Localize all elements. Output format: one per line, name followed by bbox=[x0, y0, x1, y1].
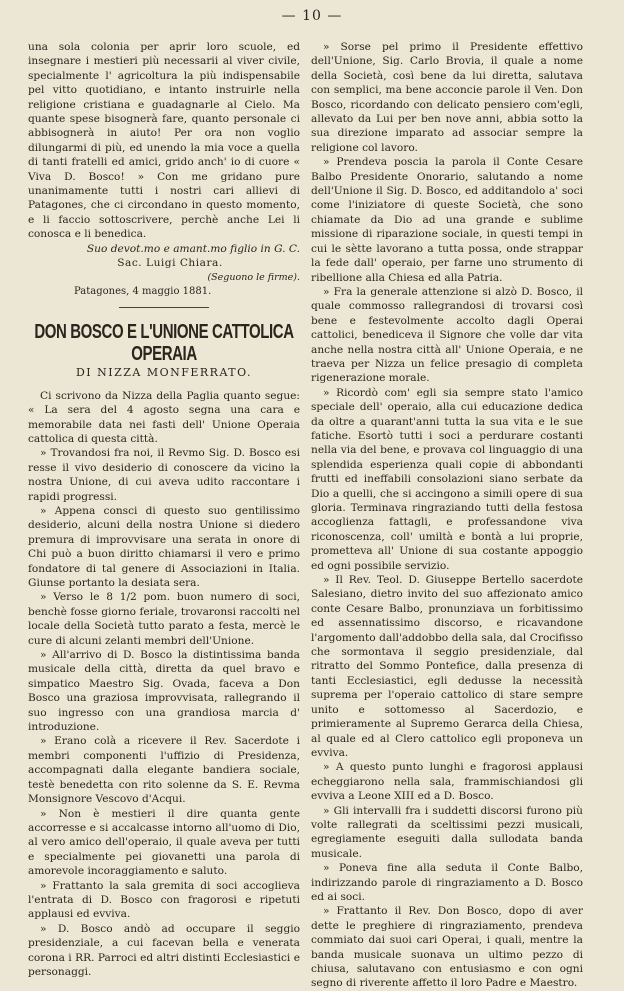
article-paragraph: » Frattanto la sala gremita di soci accoglieva l'entrata di D. Bosco con fragorosi e ripetuti applausi ed evviva. bbox=[28, 879, 300, 921]
article-paragraph: » Poneva fine alla seduta il Conte Balbo, indirizzando parole di ringraziamento a D. Bosco ed ai soci. bbox=[311, 862, 583, 903]
article-paragraph: » Frattanto il Rev. Don Bosco, dopo di aver dette le preghiere di ringraziamento, prendeva commiato dai suoi cari Operai, i quali, mentre la banda musicale suonava un ultimo pezzo di chiusa, salutavano con entusiasmo e con ogni segno di riverente affetto il loro Padre e Maestro. bbox=[311, 905, 583, 990]
article-paragraph: » D. Bosco andò ad occupare il seggio presidenziale, a cui facevan bella e venerata corona i RR. Parroci ed altri distinti Ecclesiastici e personaggi. bbox=[28, 922, 300, 978]
article-paragraph: » Appena consci di questo suo gentilissimo desiderio, alcuni della nostra Unione si diedero premura di improvvisare una serata in onore di Chi può a buon diritto chiamarsi il vero e primo fondatore di tal genere di Associazioni in Italia. Giunse portanto la desiata sera. bbox=[28, 504, 300, 589]
article-subtitle: DI NIZZA MONFERRATO. bbox=[75, 366, 253, 380]
article-paragraph: » Erano colà a ricevere il Rev. Sacerdote i membri componenti l'uffizio di Presidenza, accompagnati dalla elegante bandiera sociale, testè benedetta con rito solenne da S. E. Revma Monsignore Vescovo d'Acqui. bbox=[28, 735, 300, 806]
article-paragraph: » Gli intervalli fra i suddetti discorsi furono più volte rallegrati da sceltissimi pezzi musicali, egregiamente eseguiti dalla sullodata banda musicale. bbox=[311, 804, 583, 860]
page-number: — 10 — bbox=[281, 8, 343, 24]
article-paragraph: » Trovandosi fra noi, il Revmo Sig. D. Bosco esi resse il vivo desiderio di conoscere da vicino la nostra Unione, di cui aveva udito raccontare i rapidi progressi. bbox=[28, 447, 300, 503]
left-column bbox=[28, 40, 300, 979]
article-paragraph: » Prendeva poscia la parola il Conte Cesare Balbo Presidente Onorario, salutando a nome dell'Unione il Sig. D. Bosco, ed additandolo a' soci come l'iniziatore di queste Società, che sono chiamate da Dio ad una grande e sublime missione di riparazione sociale, in questi tempi in cui le sètte lavorano a tutta possa, onde strappar la fede dall' operaio, per farne uno strumento di ribellione alla Chiesa ed alla Patria. bbox=[311, 156, 583, 284]
dateline: Patagones, 4 maggio 1881. bbox=[74, 285, 212, 297]
article-paragraph: Ci scrivono da Nizza della Paglia quanto segue: « La sera del 4 agosto segna una cara e memorabile data nei fasti dell' Unione Operaia cattolica di questa città. bbox=[28, 389, 300, 445]
article-paragraph: » A questo punto lunghi e fragorosi applausi echeggiarono nella sala, frammischiandosi gli evviva a Leone XIII ed a D. Bosco. bbox=[311, 761, 583, 803]
article-paragraph: » Sorse pel primo il Presidente effettivo dell'Unione, Sig. Carlo Brovia, il quale a nome della Società, così bene da lui diretta, salutava con semplici, ma bene acconcie parole il Ven. Don Bosco, ricordando con delicato pensiero com'egli, allevato da Lui per ben nove anni, abbia sotto la sua direzione imparato ad associar sempre la religione col lavoro. bbox=[311, 41, 583, 154]
article-paragraph: » Fra la generale attenzione si alzò D. Bosco, il quale commosso rallegrandosi di trovarsi così bene e festevolmente accolto dagli Operai cattolici, benediceva il Signore che volle dar vita anche nella nostra città all' Unione Operaia, e ne traeva per Nizza un felice presagio di completa rigenerazione morale. bbox=[311, 285, 583, 385]
article-title: DON BOSCO E L'UNIONE CATTOLICA OPERAIA bbox=[34, 320, 294, 366]
right-column bbox=[311, 40, 583, 991]
letter-paragraph: una sola colonia per aprir loro scuole, ed insegnare i mestieri più necessarii al viver civile, specialmente l' agricoltura la più indispensabile pel vitto quotidiano, e intanto instruirle nella religione cristiana e guadagnarle al Cielo. Ma quante spese bisognerà fare, quanto personale ci abbisognerà in aiuto! Per ora non voglio dilungarmi di più, ed unendo la mia voce a quella di tanti fratelli ed amici, grido anch' io di cuore « Viva D. Bosco! » Con me gridano pure unanimamente tutti i nostri cari allievi di Patagones, che ci circondano in questo momento, e li faccio sottoscrivere, perchè anche Lei li conosca e li benedica. bbox=[28, 41, 300, 241]
article-paragraph: » Il Rev. Teol. D. Giuseppe Bertello sacerdote Salesiano, dietro invito del suo affezionato amico conte Cesare Balbo, pronunziava un forbitissimo ed assennatissimo discorso, e ricavandone l'argomento dall'addobbo della sala, dal Crocifisso che sormontava il seggio presidenziale, dal ritratto del Sommo Pontefice, dalla presenza di tanti Ecclesiastici, egli dedusse la necessità suprema per l'operaio cattolico di stare sempre unito e sottomesso al Sacerdozio, e primieramente al Supremo Gerarca della Chiesa, al quale ed al Clero cattolico egli proponeva un evviva. bbox=[311, 574, 583, 759]
article-paragraph: » Non è mestieri il dire quanta gente accorresse e si accalcasse intorno all'uomo di Dio, al vero amico dell'operaio, il quale aveva per tutti e specialmente pei giovanetti una parola di amorevole incoraggiamento e saluto. bbox=[28, 807, 300, 878]
article-paragraph: » All'arrivo di D. Bosco la distintissima banda musicale della città, diretta da quel bravo e simpatico Maestro Sig. Ovada, faceva a Don Bosco una graziosa improvvisata, rallegrando il suo ingresso con una grandiosa marcia d' introduzione. bbox=[28, 649, 300, 734]
article-paragraph: » Ricordò com' egli sia sempre stato l'amico speciale dell' operaio, alla cui educazione dedica da oltre a quarant'anni tutta la sua vita e le sue fatiche. Esortò tutti i soci a perdurare costanti nella via del bene, e provava col linguaggio di una splendida esperienza quali copie di abbondanti frutti ed ineffabili consolazioni siano serbate da Dio a quelli, che si accingono a simili opere di sua gloria. Terminava ringraziando tutti della festosa accoglienza fattagli, e professandone viva riconoscenza, coll' umiltà e bontà a lui proprie, prometteva all' Unione di sua costante appoggio ed ogni possibile servizio. bbox=[311, 386, 583, 572]
article-paragraph: » Verso le 8 1/2 pom. buon numero di soci, benchè fosse giorno feriale, trovaronsi raccolti nel locale della Società tutto parato a festa, mercè le cure di alcuni zelanti membri dell'Unione. bbox=[28, 591, 300, 647]
letter-signature: Sac. Luigi Chiara. bbox=[117, 257, 223, 270]
signatures-note: (Seguono le firme). bbox=[207, 271, 300, 283]
section-divider bbox=[119, 307, 209, 308]
letter-closing: Suo devot.mo e amant.mo figlio in G. C. bbox=[86, 242, 300, 255]
